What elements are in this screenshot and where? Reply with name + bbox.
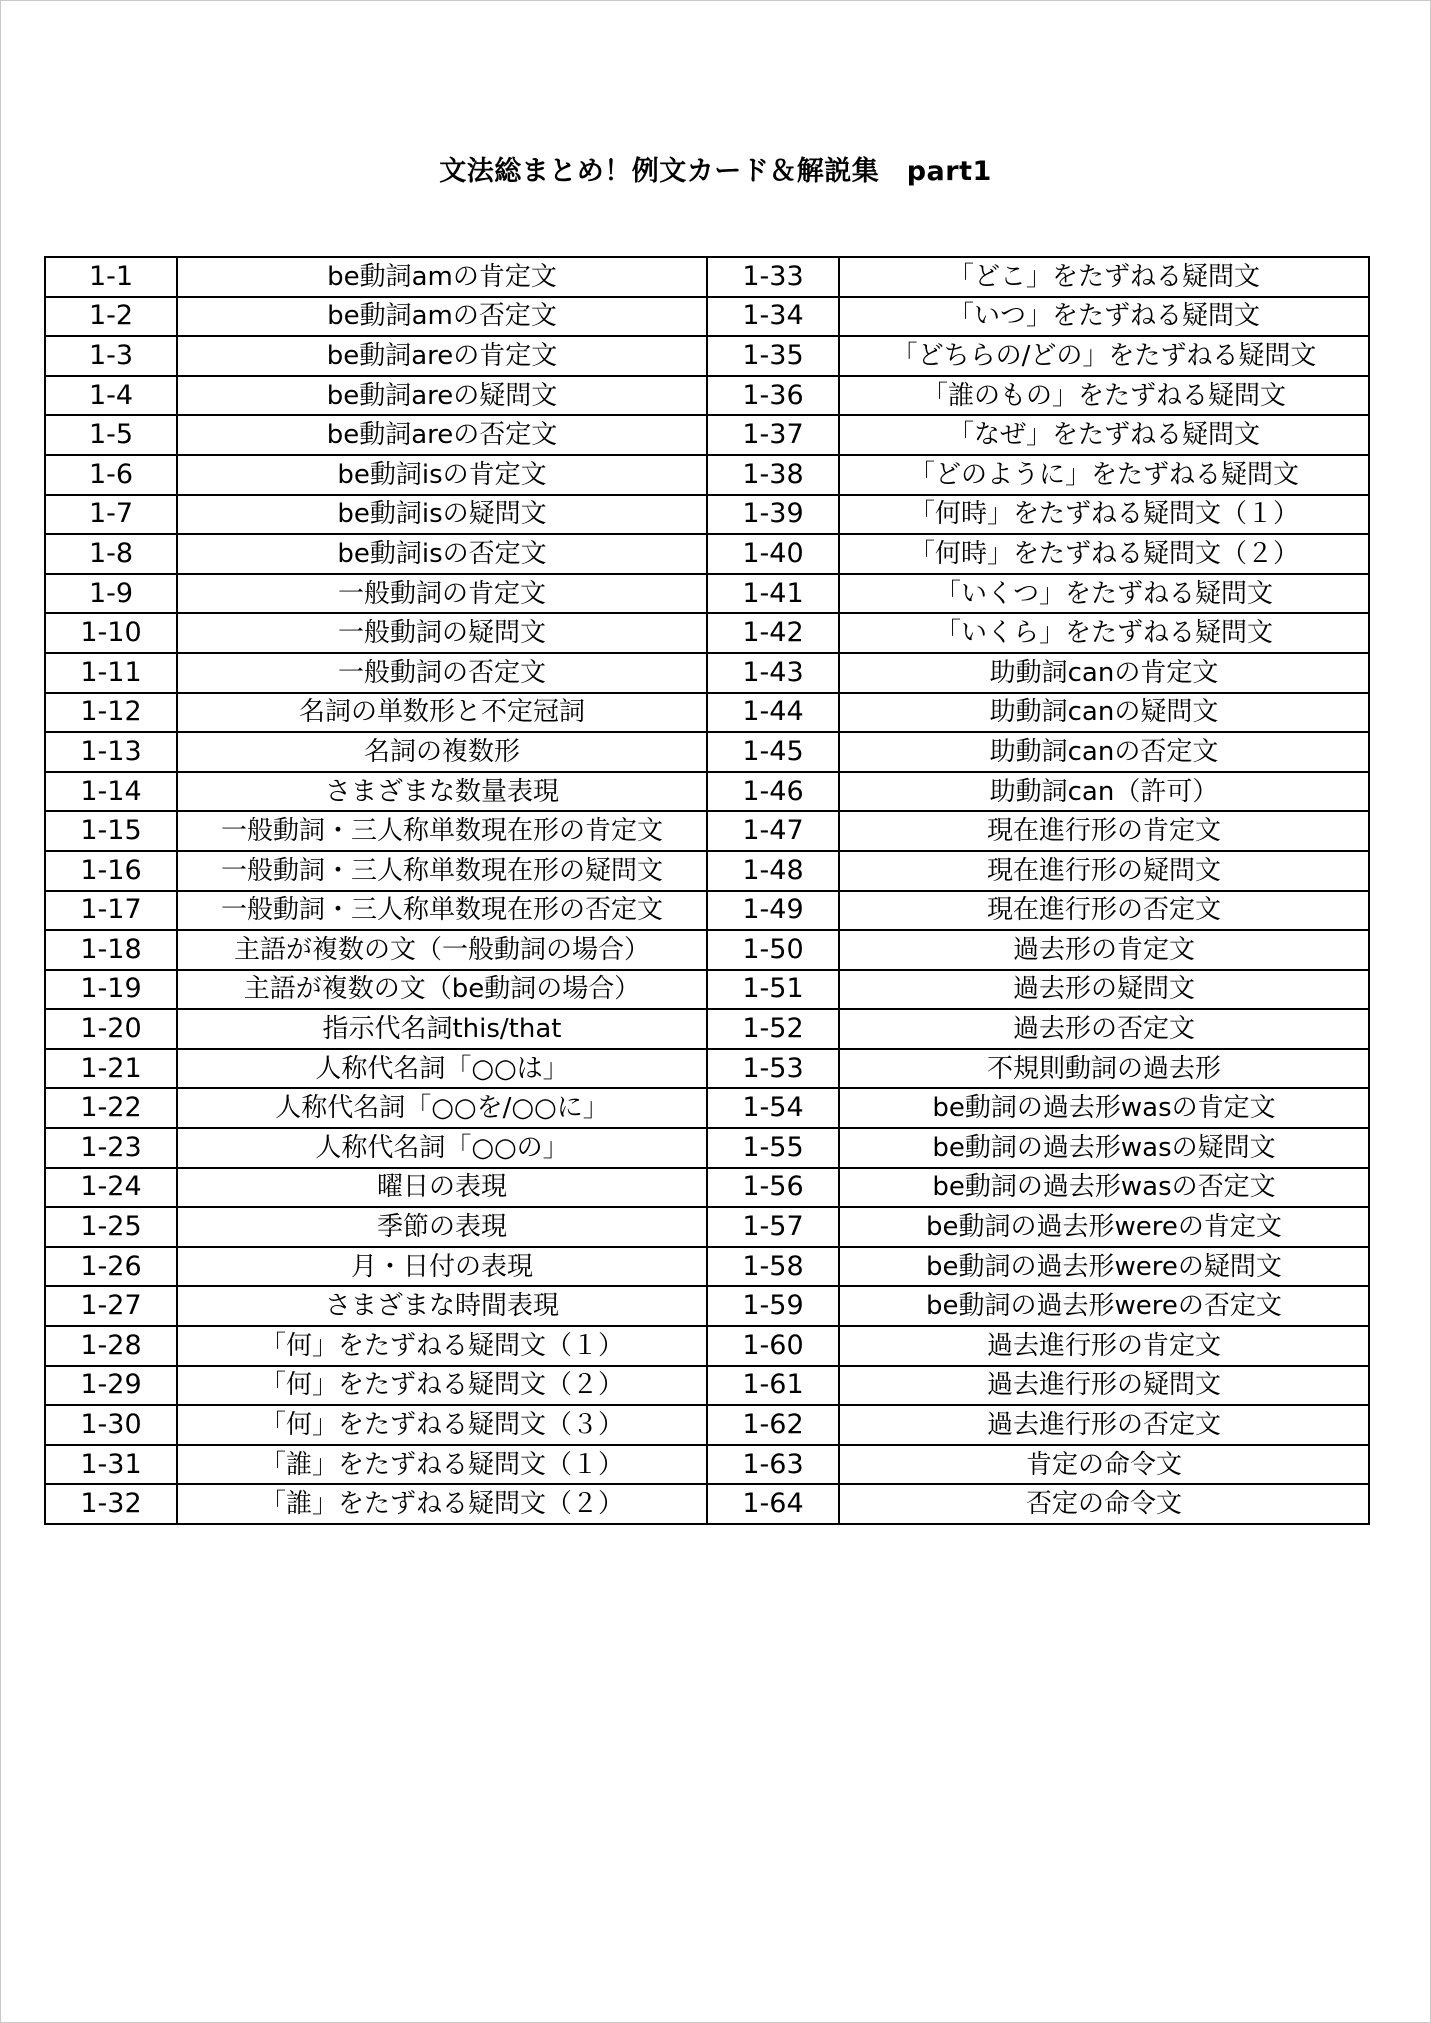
lesson-topic: 一般動詞・三人称単数現在形の肯定文 (177, 811, 707, 851)
lesson-topic: 助動詞canの肯定文 (839, 653, 1369, 693)
table-row (45, 1366, 1369, 1406)
lesson-number: 1-42 (707, 613, 839, 653)
lesson-number: 1-33 (707, 257, 839, 297)
lesson-topic: be動詞の過去形wereの疑問文 (839, 1247, 1369, 1287)
lesson-number: 1-52 (707, 1009, 839, 1049)
lesson-topic: 過去形の否定文 (839, 1009, 1369, 1049)
lesson-topic: 一般動詞の否定文 (177, 653, 707, 693)
lesson-number: 1-28 (45, 1326, 177, 1366)
lesson-number: 1-40 (707, 534, 839, 574)
lesson-topic: 過去進行形の疑問文 (839, 1366, 1369, 1406)
lesson-number: 1-30 (45, 1405, 177, 1445)
table-row (45, 534, 1369, 574)
table-row (45, 415, 1369, 455)
lesson-topic: 人称代名詞「○○を/○○に」 (177, 1088, 707, 1128)
lesson-number: 1-9 (45, 574, 177, 614)
lesson-topic: be動詞areの疑問文 (177, 376, 707, 416)
table-row (45, 1088, 1369, 1128)
lesson-number: 1-8 (45, 534, 177, 574)
table-row (45, 732, 1369, 772)
lesson-topic: 指示代名詞this/that (177, 1009, 707, 1049)
table-row (45, 455, 1369, 495)
lesson-number: 1-5 (45, 415, 177, 455)
lesson-number: 1-61 (707, 1366, 839, 1406)
lesson-topic: 「誰のもの」をたずねる疑問文 (839, 376, 1369, 416)
lesson-number: 1-54 (707, 1088, 839, 1128)
lesson-number: 1-60 (707, 1326, 839, 1366)
lesson-number: 1-6 (45, 455, 177, 495)
lesson-topic: 主語が複数の文（be動詞の場合） (177, 970, 707, 1010)
lesson-topic: 肯定の命令文 (839, 1445, 1369, 1485)
lesson-topic: 曜日の表現 (177, 1168, 707, 1208)
lesson-number: 1-56 (707, 1168, 839, 1208)
lesson-topic: 「何時」をたずねる疑問文（１） (839, 495, 1369, 535)
lesson-number: 1-11 (45, 653, 177, 693)
lesson-topic: 「いくら」をたずねる疑問文 (839, 613, 1369, 653)
lesson-topic: 人称代名詞「○○の」 (177, 1128, 707, 1168)
lesson-topic: be動詞の過去形wereの否定文 (839, 1286, 1369, 1326)
lesson-topic: be動詞isの肯定文 (177, 455, 707, 495)
lesson-number: 1-64 (707, 1484, 839, 1524)
lesson-number: 1-35 (707, 336, 839, 376)
lesson-number: 1-62 (707, 1405, 839, 1445)
lesson-topic: 否定の命令文 (839, 1484, 1369, 1524)
table-row (45, 297, 1369, 337)
lesson-topic: 過去形の疑問文 (839, 970, 1369, 1010)
lesson-topic: 助動詞canの疑問文 (839, 693, 1369, 733)
lesson-number: 1-18 (45, 930, 177, 970)
table-row (45, 811, 1369, 851)
lesson-number: 1-34 (707, 297, 839, 337)
table-row (45, 1128, 1369, 1168)
lesson-topic: 「どのように」をたずねる疑問文 (839, 455, 1369, 495)
lesson-topic: be動詞の過去形wasの肯定文 (839, 1088, 1369, 1128)
lesson-number: 1-2 (45, 297, 177, 337)
lesson-number: 1-4 (45, 376, 177, 416)
lesson-topic: be動詞の過去形wasの否定文 (839, 1168, 1369, 1208)
table-row (45, 336, 1369, 376)
lesson-topic: 「何」をたずねる疑問文（１） (177, 1326, 707, 1366)
table-row (45, 1168, 1369, 1208)
lesson-number: 1-47 (707, 811, 839, 851)
lesson-topic: be動詞areの否定文 (177, 415, 707, 455)
lesson-topic: be動詞isの疑問文 (177, 495, 707, 535)
table-row (45, 891, 1369, 931)
lesson-topic: 「何時」をたずねる疑問文（２） (839, 534, 1369, 574)
lesson-number: 1-46 (707, 772, 839, 812)
table-row (45, 1326, 1369, 1366)
lesson-topic: 「誰」をたずねる疑問文（２） (177, 1484, 707, 1524)
lesson-number: 1-32 (45, 1484, 177, 1524)
lesson-topic: 名詞の複数形 (177, 732, 707, 772)
lesson-topic: 過去進行形の肯定文 (839, 1326, 1369, 1366)
table-row (45, 653, 1369, 693)
lesson-topic: 「どちらの/どの」をたずねる疑問文 (839, 336, 1369, 376)
lesson-topic: 季節の表現 (177, 1207, 707, 1247)
lesson-topic: 一般動詞の肯定文 (177, 574, 707, 614)
table-row (45, 930, 1369, 970)
lesson-number: 1-7 (45, 495, 177, 535)
lesson-topic: 「誰」をたずねる疑問文（１） (177, 1445, 707, 1485)
lesson-number: 1-15 (45, 811, 177, 851)
lesson-topic: be動詞isの否定文 (177, 534, 707, 574)
grammar-index-table (44, 256, 1370, 1525)
lesson-topic: 名詞の単数形と不定冠詞 (177, 693, 707, 733)
lesson-topic: 現在進行形の疑問文 (839, 851, 1369, 891)
lesson-number: 1-21 (45, 1049, 177, 1089)
table-row (45, 1009, 1369, 1049)
document-title: 文法総まとめ！例文カード＆解説集 part1 (439, 156, 992, 187)
lesson-topic: be動詞amの肯定文 (177, 257, 707, 297)
lesson-number: 1-37 (707, 415, 839, 455)
table-row (45, 257, 1369, 297)
lesson-number: 1-13 (45, 732, 177, 772)
table-row (45, 495, 1369, 535)
table-row (45, 1405, 1369, 1445)
lesson-topic: 主語が複数の文（一般動詞の場合） (177, 930, 707, 970)
lesson-number: 1-38 (707, 455, 839, 495)
table-row (45, 1247, 1369, 1287)
lesson-topic: 「何」をたずねる疑問文（２） (177, 1366, 707, 1406)
lesson-number: 1-44 (707, 693, 839, 733)
lesson-topic: 不規則動詞の過去形 (839, 1049, 1369, 1089)
lesson-number: 1-23 (45, 1128, 177, 1168)
lesson-number: 1-10 (45, 613, 177, 653)
lesson-number: 1-49 (707, 891, 839, 931)
lesson-topic: 現在進行形の否定文 (839, 891, 1369, 931)
table-row (45, 851, 1369, 891)
lesson-topic: 人称代名詞「○○は」 (177, 1049, 707, 1089)
lesson-number: 1-51 (707, 970, 839, 1010)
lesson-number: 1-43 (707, 653, 839, 693)
lesson-number: 1-58 (707, 1247, 839, 1287)
lesson-number: 1-19 (45, 970, 177, 1010)
lesson-topic: 「何」をたずねる疑問文（３） (177, 1405, 707, 1445)
lesson-number: 1-31 (45, 1445, 177, 1485)
lesson-topic: さまざまな時間表現 (177, 1286, 707, 1326)
lesson-number: 1-12 (45, 693, 177, 733)
table-row (45, 970, 1369, 1010)
lesson-topic: 月・日付の表現 (177, 1247, 707, 1287)
lesson-number: 1-16 (45, 851, 177, 891)
lesson-topic: 一般動詞・三人称単数現在形の否定文 (177, 891, 707, 931)
lesson-topic: 「いつ」をたずねる疑問文 (839, 297, 1369, 337)
lesson-topic: be動詞amの否定文 (177, 297, 707, 337)
table-row (45, 1207, 1369, 1247)
lesson-topic: be動詞の過去形wasの疑問文 (839, 1128, 1369, 1168)
lesson-number: 1-45 (707, 732, 839, 772)
table-row (45, 376, 1369, 416)
lesson-topic: 一般動詞・三人称単数現在形の疑問文 (177, 851, 707, 891)
table-row (45, 613, 1369, 653)
lesson-number: 1-48 (707, 851, 839, 891)
lesson-topic: 助動詞canの否定文 (839, 732, 1369, 772)
lesson-topic: さまざまな数量表現 (177, 772, 707, 812)
lesson-number: 1-53 (707, 1049, 839, 1089)
lesson-number: 1-3 (45, 336, 177, 376)
lesson-number: 1-63 (707, 1445, 839, 1485)
lesson-topic: 過去進行形の否定文 (839, 1405, 1369, 1445)
lesson-number: 1-1 (45, 257, 177, 297)
lesson-number: 1-25 (45, 1207, 177, 1247)
lesson-topic: 過去形の肯定文 (839, 930, 1369, 970)
lesson-number: 1-36 (707, 376, 839, 416)
index-table-body (45, 257, 1369, 1524)
lesson-number: 1-26 (45, 1247, 177, 1287)
table-row (45, 1484, 1369, 1524)
table-row (45, 1286, 1369, 1326)
lesson-number: 1-59 (707, 1286, 839, 1326)
lesson-number: 1-27 (45, 1286, 177, 1326)
lesson-number: 1-57 (707, 1207, 839, 1247)
lesson-number: 1-14 (45, 772, 177, 812)
lesson-number: 1-20 (45, 1009, 177, 1049)
lesson-number: 1-39 (707, 495, 839, 535)
lesson-topic: 「なぜ」をたずねる疑問文 (839, 415, 1369, 455)
lesson-topic: be動詞の過去形wereの肯定文 (839, 1207, 1369, 1247)
lesson-topic: be動詞areの肯定文 (177, 336, 707, 376)
lesson-topic: 現在進行形の肯定文 (839, 811, 1369, 851)
lesson-number: 1-22 (45, 1088, 177, 1128)
lesson-number: 1-50 (707, 930, 839, 970)
lesson-topic: 「いくつ」をたずねる疑問文 (839, 574, 1369, 614)
table-row (45, 693, 1369, 733)
lesson-number: 1-29 (45, 1366, 177, 1406)
lesson-topic: 助動詞can（許可） (839, 772, 1369, 812)
lesson-number: 1-17 (45, 891, 177, 931)
lesson-number: 1-55 (707, 1128, 839, 1168)
lesson-number: 1-24 (45, 1168, 177, 1208)
lesson-number: 1-41 (707, 574, 839, 614)
lesson-topic: 「どこ」をたずねる疑問文 (839, 257, 1369, 297)
table-row (45, 574, 1369, 614)
table-row (45, 1049, 1369, 1089)
table-row (45, 1445, 1369, 1485)
table-row (45, 772, 1369, 812)
lesson-topic: 一般動詞の疑問文 (177, 613, 707, 653)
